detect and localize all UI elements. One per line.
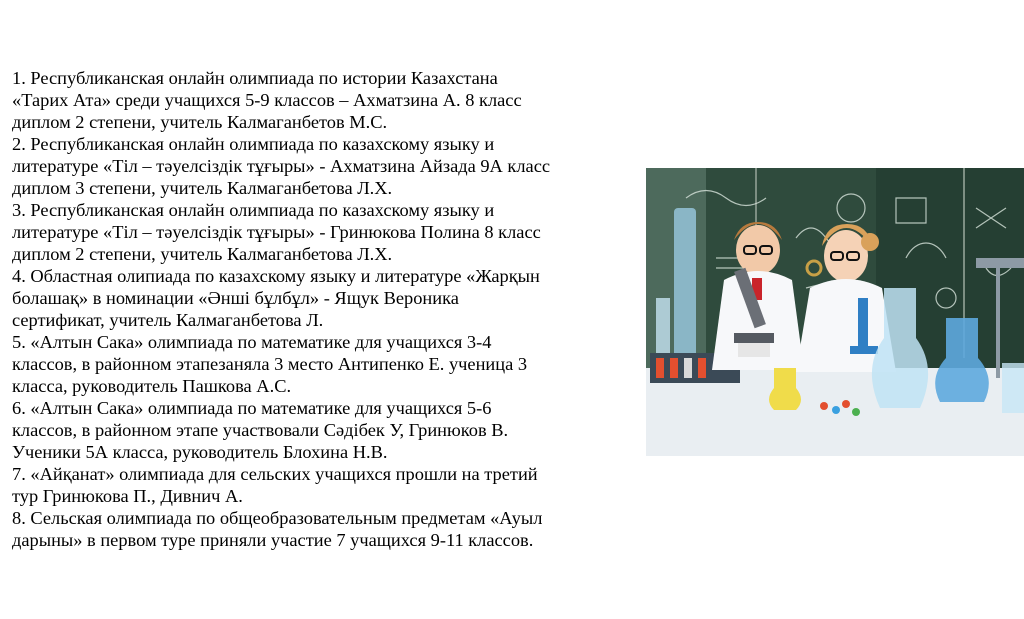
text-line: диплом 2 степени, учитель Калмаганбетов М.С.	[12, 112, 388, 132]
text-line: «Тарих Ата» среди учащихся 5-9 классов – Ахматзина А. 8 класс	[12, 90, 522, 110]
text-line: 6. «Алтын Сака» олимпиада по математике для учащихся 5-6	[12, 398, 492, 418]
text-line: 8. Сельская олимпиада по общеобразовательным предметам «Ауыл	[12, 508, 543, 528]
text-line: литературе «Тіл – тәуелсіздік тұғыры» - Ахматзина Айзада 9А класс	[12, 156, 551, 176]
text-line: 1. Республиканская онлайн олимпиада по истории Казахстана	[12, 68, 498, 88]
text-line: 7. «Айқанат» олимпиада для сельских учащихся прошли на третий	[12, 464, 538, 484]
text-line: диплом 3 степени, учитель Калмаганбетова Л.Х.	[12, 178, 393, 198]
text-line: тур Гринюкова П., Дивнич А.	[12, 486, 243, 506]
text-line: классов, в районном этапезаняла 3 место Антипенко Е. ученица 3	[12, 354, 528, 374]
text-line: 3. Республиканская онлайн олимпиада по казахскому языку и	[12, 200, 495, 220]
text-line: классов, в районном этапе участвовали Сәдібек У, Гринюков В.	[12, 420, 509, 440]
text-line: болашақ» в номинации «Әнші бұлбұл» - Ящук Вероника	[12, 288, 459, 308]
text-line: 2. Республиканская онлайн олимпиада по казахскому языку и	[12, 134, 495, 154]
text-line: сертификат, учитель Калмаганбетова Л.	[12, 310, 324, 330]
text-line: Ученики 5А класса, руководитель Блохина Н.В.	[12, 442, 388, 462]
olympiad-results-text	[12, 67, 622, 551]
text-line: дарыны» в первом туре приняли участие 7 учащихся 9-11 классов.	[12, 530, 534, 550]
text-line: литературе «Тіл – тәуелсіздік тұғыры» - Гринюкова Полина 8 класс	[12, 222, 541, 242]
text-line: 4. Областная олипиада по казахскому языку и литературе «Жарқын	[12, 266, 540, 286]
text-line: 5. «Алтын Сака» олимпиада по математике для учащихся 3-4	[12, 332, 492, 352]
children-laboratory-photo	[646, 168, 1024, 456]
text-line: диплом 2 степени, учитель Калмаганбетова Л.Х.	[12, 244, 393, 264]
text-line: класса, руководитель Пашкова А.С.	[12, 376, 292, 396]
